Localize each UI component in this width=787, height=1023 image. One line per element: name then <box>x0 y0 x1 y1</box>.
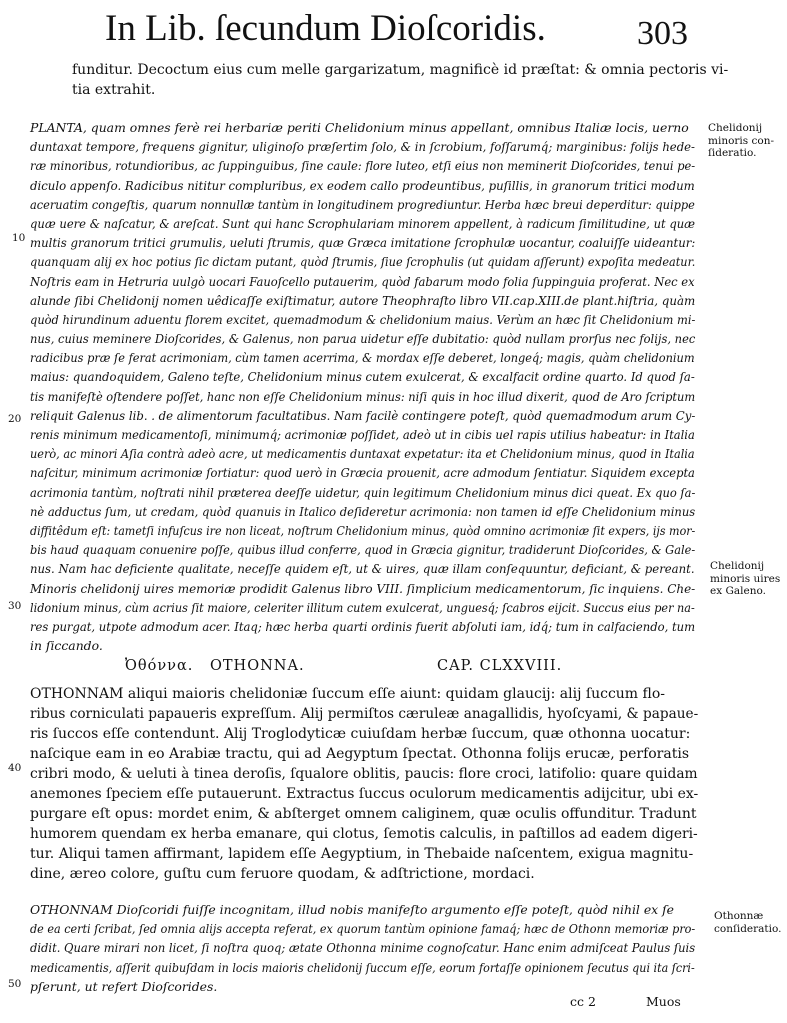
text-line: duntaxat tempore, frequens gignitur, uliginoſo præſertim ſolo, & in ſcrobium, foſſarumq́; marginibus: folijs hede- <box>30 139 695 155</box>
margin-note-chelidonij-uires <box>710 560 780 598</box>
text-line: dine, æreo colore, guſtu cum feruore quodam, & adſtrictione, mordaci. <box>30 866 535 882</box>
text-line: PLANTA, quam omnes ferè rei herbariæ periti Chelidonium minus appellant, omnibus Italiæ locis, uerno <box>30 120 689 135</box>
line-number: 50 <box>8 978 22 990</box>
margin-note-line: conſideratio. <box>714 922 782 935</box>
text-line: diculo appenſo. Radicibus nititur compluribus, ex eodem callo prodeuntibus, puſillis, in granorum tritici modum <box>30 177 695 193</box>
text-line: tis manifeſtè oſtendere poſſet, hanc non eſſe Chelidonium minus: niſi quis in hoc illud dixerit, quod de Aro ſcriptum <box>30 388 696 404</box>
margin-note-line: Chelidonij <box>708 122 763 134</box>
signature-mark: cc 2 <box>570 994 596 1009</box>
text-line: Noſtris eam in Hetruria uulgò uocari Fauoſcello putauerim, quòd fabarum modo folia ſuppinguia proferat. Nec ex <box>30 273 695 289</box>
othonna-paragraph <box>30 684 716 884</box>
text-line: quòd hirundinum aduentu florem excitet, quemadmodum & chelidonium maius. Verùm an hæc ſit Chelidonium mi- <box>30 311 696 327</box>
margin-note-line: minoris uires <box>710 572 781 585</box>
margin-note-line: ex Galeno. <box>710 585 766 597</box>
text-line: quæ uere & naſcatur, & areſcat. Sunt qui hanc Scrophulariam minorem appellent, à radicum ſimilitudine, ut quæ <box>30 215 696 231</box>
margin-note-line: minoris con- <box>708 134 775 147</box>
text-line: naſcitur, minimum acrimoniæ ſortiatur: quod uerò in Græcia prouenit, acre admodum ſentiatur. Siquidem excepta <box>30 465 695 481</box>
text-line: OTHONNAM aliqui maioris chelidoniæ ſuccum eſſe aiunt: quidam glaucij: alij ſuccum flo- <box>30 686 666 702</box>
line-number: 10 <box>12 232 26 244</box>
text-line: acrimonia tantùm, noſtrati nihil præterea deeſſe uidetur, quin legitimum Chelidonium minus dici queat. Ex quo ſa- <box>30 484 696 500</box>
line-number: 20 <box>8 413 22 425</box>
text-line: ribus corniculati papaueris expreſſum. Alij permiſtos cæruleæ anagallidis, hyoſcyami, & papaue- <box>30 706 699 722</box>
text-line: medicamentis, aſſerit quibuſdam in locis maioris chelidonij ſuccum eſſe, eorum fortaſſe opinionem ſecutus qui ita ſcri- <box>30 959 695 975</box>
text-line: bis haud quaquam conuenire poſſe, quibus illud conferre, quod in Græcia gignitur, tradiderunt Dioſcorides, & Gale- <box>30 542 696 558</box>
line-number: 30 <box>8 600 22 612</box>
text-line: uerò, ac minori Aſia contrà adeò acre, ut medicamentis duntaxat expetatur: ita et Chelidonium minus, quod in Italia <box>30 446 695 462</box>
text-line: ræ minoribus, rotundioribus, ac ſuppinguibus, ſine caule: flore luteo, etſi eius non meminerit Dioſcorides, tenui pe- <box>30 158 696 174</box>
text-line: cribri modo, & ueluti à tinea deroſis, ſqualore oblitis, paucis: flore croci, latifolio: quare quidam <box>30 766 698 782</box>
chapter-latin-title: OTHONNA. <box>210 658 305 674</box>
text-line: nus, cuius meminere Dioſcorides, & Galenus, non parua uidetur eſſe dubitatio: quòd nullam prorſus nec folijs, nec <box>30 331 696 347</box>
text-line: de ea certi ſcribat, ſed omnia alijs accepta referat, ex quorum tantùm opinione famaq́; hæc de Othonn memoriæ pro- <box>30 921 696 937</box>
othonna-commentary <box>30 900 771 996</box>
page-number: 303 <box>637 15 688 52</box>
margin-note-line: Othonnæ <box>714 910 764 922</box>
text-line: quanquam alij ex hoc potius ſic dictam putant, quòd ſtrumis, ſiue ſcrophulis (ut quidam aſſerunt) expoſita medeatur. <box>30 254 696 270</box>
text-line: funditur. Decoctum eius cum melle gargarizatum, magnificè id præſtat: & omnia pectoris vi- <box>72 62 729 78</box>
margin-note-chelidonij-consideratio <box>708 122 774 160</box>
text-line: radicibus præ ſe ferat acrimoniam, cùm tamen acerrima, & mordax eſſe deberet, longeq́; magis, quàm chelidonium <box>30 350 695 366</box>
planta-paragraph <box>30 118 773 655</box>
catchword: Muos <box>646 994 681 1009</box>
text-line: renis minimum medicamentoſi, minimumq́; acrimoniæ poſſidet, adeò ut in cibis uel rapis utilius habeatur: in Italia <box>30 427 695 442</box>
margin-note-line: Chelidonij <box>710 560 765 572</box>
text-line: anemones ſpeciem eſſe putauerunt. Extractus ſuccus oculorum medicamentis adijcitur, ubi ex- <box>30 786 699 802</box>
intro-text <box>72 60 728 100</box>
text-line: nè adductus ſum, ut credam, quòd quanuis in Italico deſideretur acrimonia: non tamen id eſſe Chelidonium minus <box>30 503 696 519</box>
text-line: OTHONNAM Dioſcoridi fuiſſe incognitam, illud nobis manifeſto argumento eſſe poteſt, quòd nihil ex ſe <box>30 902 675 917</box>
text-line: lidonium minus, cùm acrius ſit maiore, celeriter illitum cutem exulcerat, unguesq́; ſcabros eijcit. Succus eius per na- <box>30 599 695 615</box>
text-line: didit. Quare mirari non licet, ſi noſtra quoq; ætate Othonna minime cognoſcatur. Hanc enim admiſceat Paulus ſuis <box>30 940 696 956</box>
text-line: multis granorum tritici grumulis, ueluti ſtrumis, quæ Græca imitatione ſcrophulæ uocantur, coaluiſſe uideantur: <box>30 235 696 251</box>
chapter-greek-title: Ὀθόννα. <box>125 658 194 674</box>
text-line: nus. Nam hac deficiente qualitate, neceſſe quidem eſt, ut & uires, quæ illam conſequuntur, deficiant, & pereant. <box>30 561 695 577</box>
text-line: alunde ſibi Chelidonij nomen uêdicaſſe exiſtimatur, autore Theophraſto libro VII.cap.XIII.de plant.hiſtria, quàm <box>30 292 696 308</box>
text-line: res purgat, utpote admodum acer. Itaq; hæc herba quarti ordinis fuerit abſoluti iam, idq́; tum in calfaciendo, tum <box>30 618 696 634</box>
text-line: aceruatim congeſtis, quarum nonnullæ tantùm in longitudinem progrediuntur. Herba hæc breui deperditur: quippe <box>30 196 695 212</box>
text-line: pſerunt, ut refert Dioſcorides. <box>30 978 218 994</box>
line-number: 40 <box>8 762 22 774</box>
text-line: tia extrahit. <box>72 82 156 98</box>
text-line: reliquit Galenus lib. . de alimentorum facultatibus. Nam facilè contingere poteſt, quòd quemadmodum arum Cy- <box>30 407 696 423</box>
text-line: ris ſuccos eſſe contendunt. Alij Troglodyticæ cuiuſdam herbæ ſuccum, quæ othonna uocatur: <box>30 726 691 742</box>
text-line: tur. Aliqui tamen affirmant, lapidem eſſe Aegyptium, in Thebaide naſcentem, exigua magnitu- <box>30 846 694 862</box>
text-line: diffitêdum eſt: tametſi infuſcus ire non liceat, noſtrum Chelidonium minus, quòd omnino acrimoniæ ſit expers, ijs mor- <box>30 522 696 538</box>
text-line: maius: quandoquidem, Galeno teſte, Chelidonium minus cutem exulcerat, & excalfacit ordine quarto. Id quod ſa- <box>30 369 695 385</box>
text-line: humorem quendam ex herba emanare, qui clotus, ſemotis calculis, in paſtillos ad eadem digeri- <box>30 826 698 842</box>
text-line: naſcique eam in eo Arabiæ tractu, qui ad Aegyptum ſpectat. Othonna folijs erucæ, perforatis <box>30 746 690 762</box>
chapter-number: CAP. CLXXVIII. <box>437 658 563 674</box>
margin-note-line: ſideratio. <box>708 147 757 159</box>
running-header-title: In Lib. ſecundum Dioſcoridis. <box>105 8 546 49</box>
text-line: purgare eſt opus: mordet enim, & abſterget omnem caliginem, quæ oculis offunditur. Tradunt <box>30 806 697 822</box>
text-line: Minoris chelidonij uires memoriæ prodidit Galenus libro VIII. ſimplicium medicamentorum, ſic inquiens. Che- <box>30 580 696 596</box>
text-line: in ſiccando. <box>30 638 103 654</box>
